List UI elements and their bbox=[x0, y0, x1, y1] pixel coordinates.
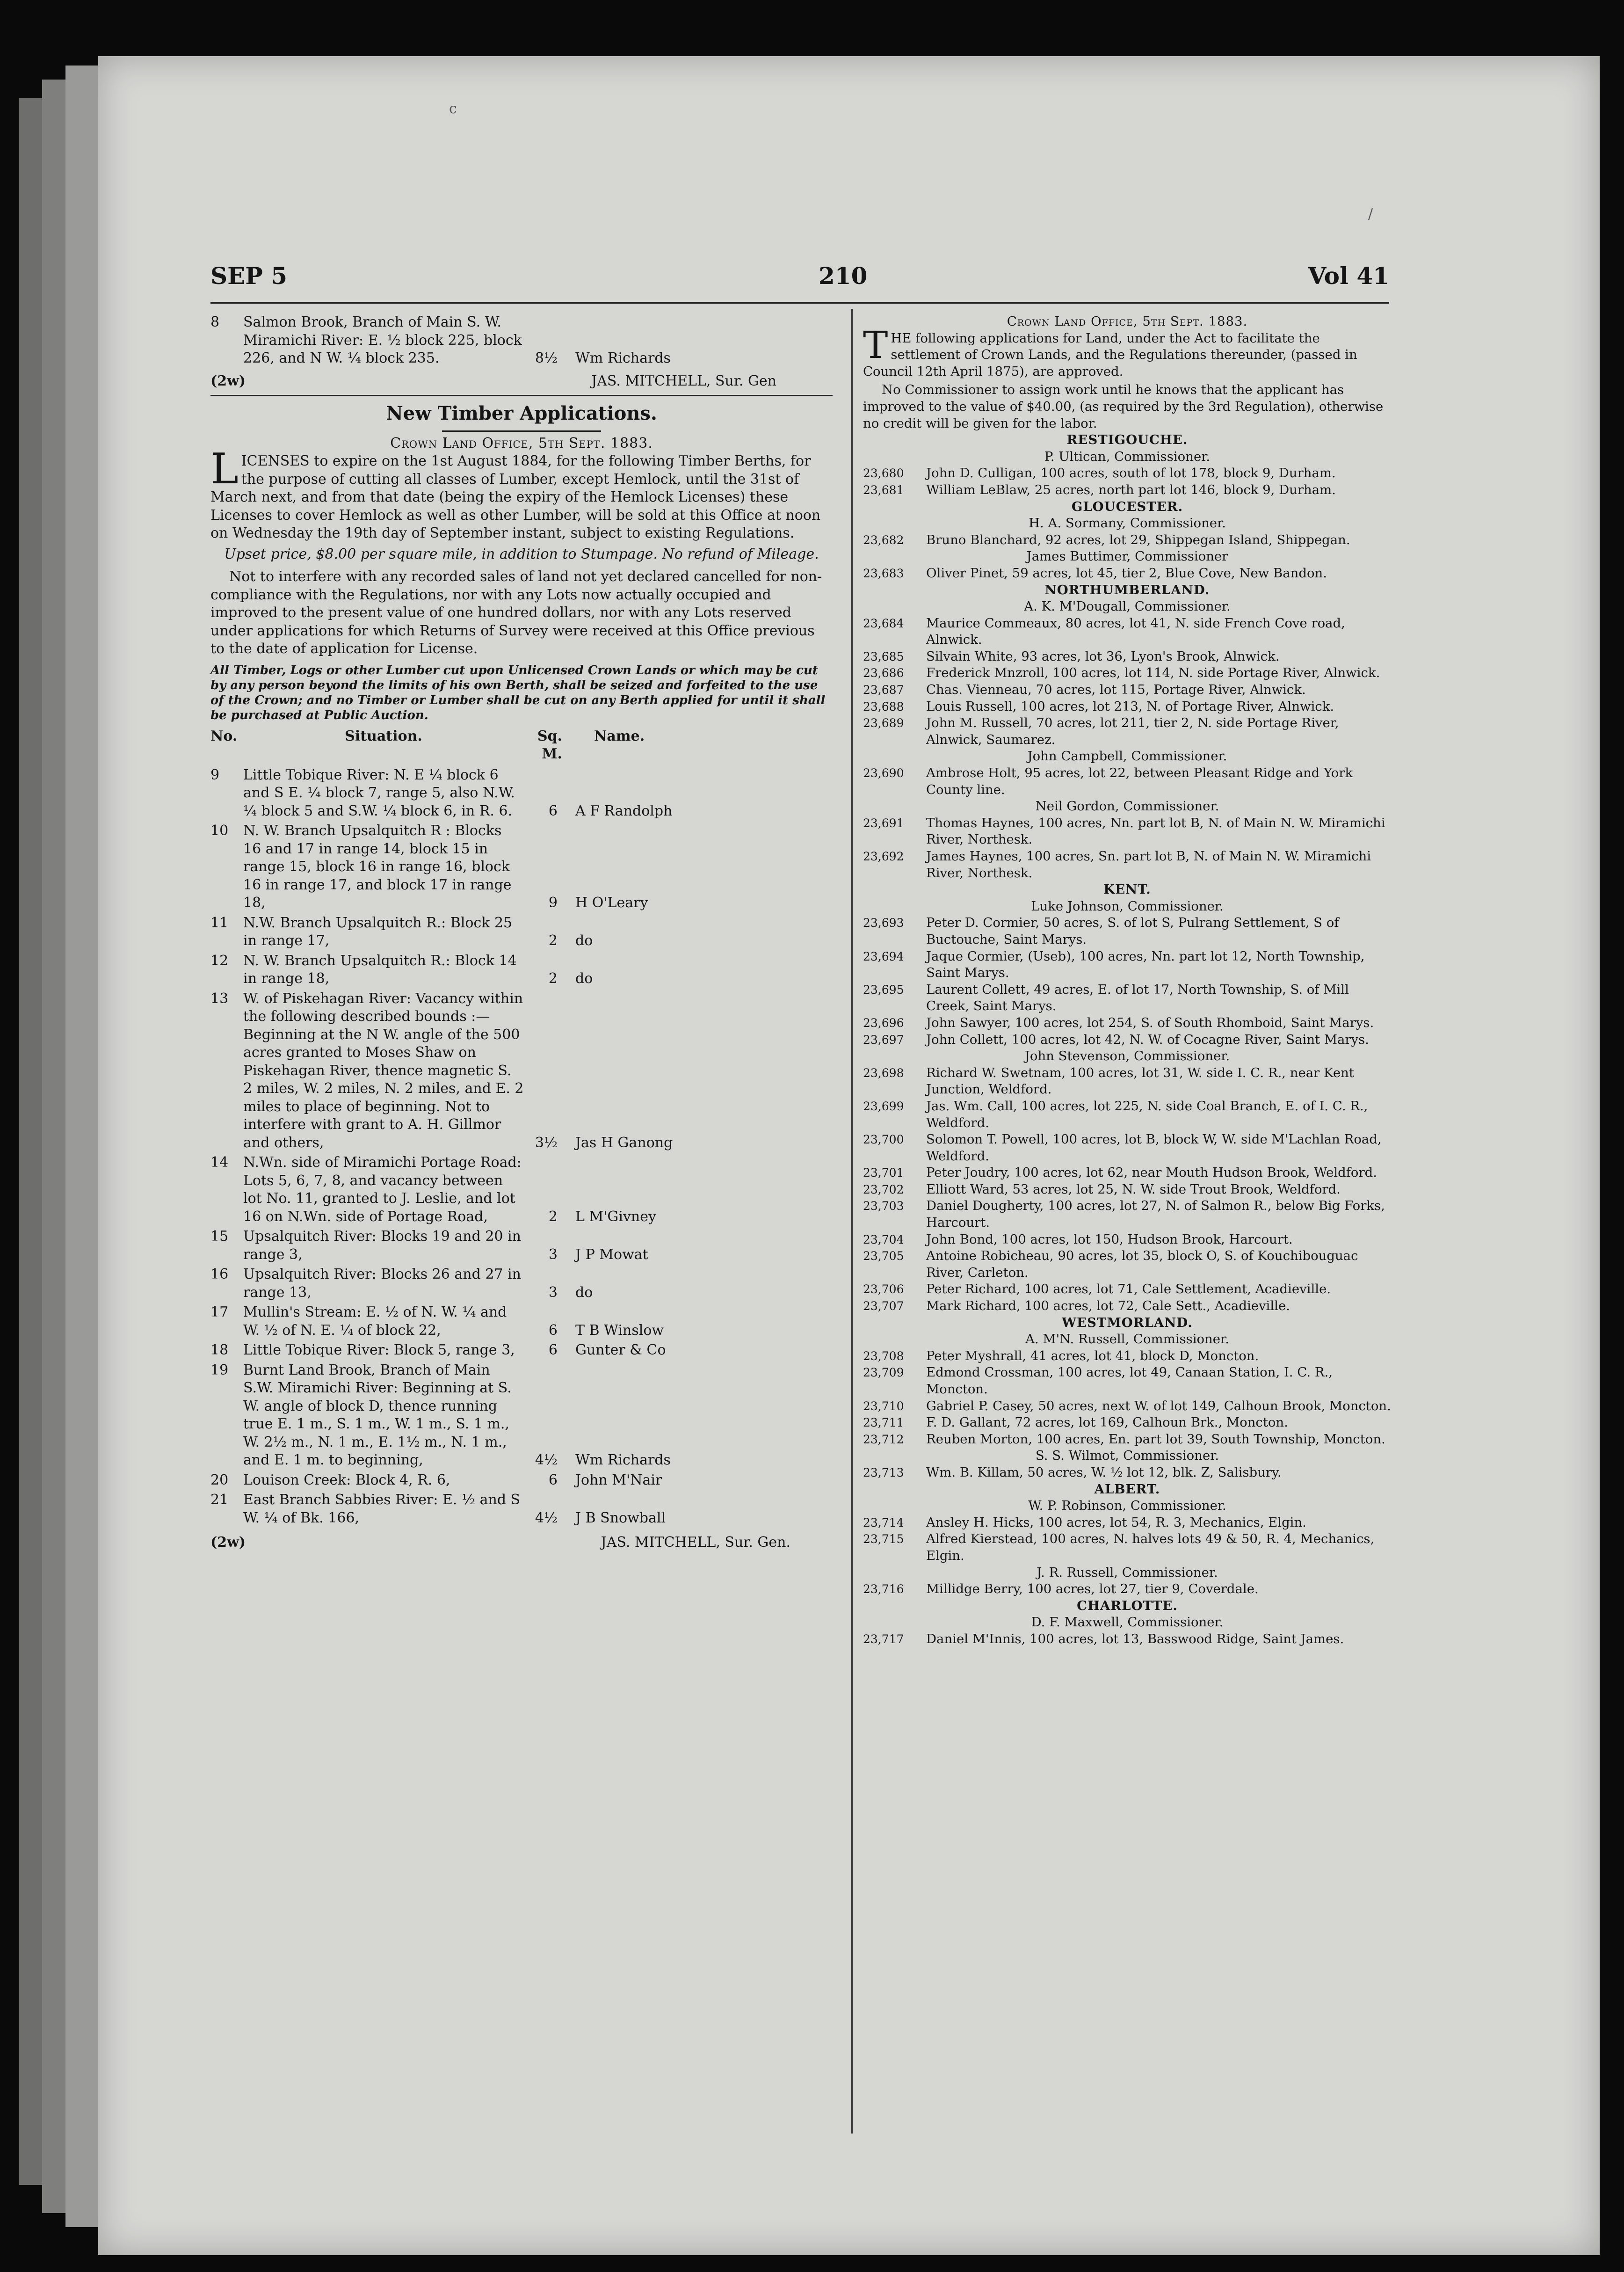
insertion-mark: (2w) bbox=[210, 372, 246, 389]
commissioner-line: P. Ultican, Commissioner. bbox=[1044, 449, 1211, 464]
application-entry bbox=[863, 815, 1392, 848]
application-text: Edmond Crossman, 100 acres, lot 49, Canaan Station, I. C. R., Moncton. bbox=[926, 1365, 1333, 1397]
application-text: Alfred Kierstead, 100 acres, N. halves lots 49 & 50, R. 4, Mechanics, Elgin. bbox=[926, 1531, 1375, 1563]
entry-number: 19 bbox=[210, 1362, 229, 1378]
application-text: John D. Culligan, 100 acres, south of lot 178, block 9, Durham. bbox=[926, 466, 1336, 481]
application-text: Daniel Dougherty, 100 acres, lot 27, N. of Salmon R., below Big Forks, Harcourt. bbox=[926, 1198, 1385, 1231]
entry-situation: N.W. Branch Upsalquitch R.: Block 25 in range 17, bbox=[243, 914, 513, 949]
entry-situation: Upsalquitch River: Blocks 26 and 27 in range 13, bbox=[243, 1266, 521, 1301]
entry-number: 13 bbox=[210, 990, 229, 1007]
entry-number: 16 bbox=[210, 1266, 229, 1282]
pencil-mark: / bbox=[1368, 206, 1373, 222]
county-heading: NORTHUMBERLAND. bbox=[1044, 582, 1210, 597]
entry-sqm: 2 bbox=[548, 1208, 558, 1225]
application-number: 23,694 bbox=[863, 949, 904, 963]
timber-entry bbox=[210, 914, 833, 950]
commissioner-line: Neil Gordon, Commissioner. bbox=[1035, 799, 1219, 814]
application-text: Bruno Blanchard, 92 acres, lot 29, Shippegan Island, Shippegan. bbox=[926, 532, 1350, 547]
application-number: 23,716 bbox=[863, 1582, 904, 1596]
insertion-mark: (2w) bbox=[210, 1534, 246, 1551]
application-entry bbox=[863, 1398, 1392, 1415]
licenses-text: ICENSES to expire on the 1st August 1884, for the following Timber Berths, for the purpose of cutting all classes of Lumber, except Hemlock, until the 31st of March next, and from that date (being the expiry of the Hemlock Licenses) these Licenses to cover Hemlock as well as other Lumber, will be sold at this Office at noon on Wednesday the 19th day of September instant, subject to existing Regulations. bbox=[210, 453, 821, 541]
header-date: SEP 5 bbox=[210, 262, 288, 290]
timber-entry bbox=[210, 1266, 833, 1302]
entry-name: John M'Nair bbox=[575, 1471, 662, 1488]
application-entry bbox=[863, 1181, 1392, 1198]
application-entry bbox=[863, 982, 1392, 1015]
entry-situation: Burnt Land Brook, Branch of Main S.W. Miramichi River: Beginning at S. W. angle of block D, thence running true E. 1 m., S. 1 m., W. 1 m., S. 1 m., W. 2½ m., N. 1 m., E. 1½ m., N. 1 m., and E. 1 m. to beginning, bbox=[243, 1362, 512, 1468]
application-text: John Sawyer, 100 acres, lot 254, S. of South Rhomboid, Saint Marys. bbox=[926, 1015, 1374, 1030]
application-text: Elliott Ward, 53 acres, lot 25, N. W. side Trout Brook, Weldford. bbox=[926, 1181, 1341, 1197]
left-column bbox=[210, 313, 833, 1552]
application-entry bbox=[863, 1364, 1392, 1398]
timber-entry bbox=[210, 1341, 833, 1360]
timber-entry bbox=[210, 766, 833, 821]
volume-label: Vol 41 bbox=[1308, 262, 1389, 290]
application-entry bbox=[863, 682, 1392, 699]
commissioner-line: H. A. Sormany, Commissioner. bbox=[1029, 516, 1226, 531]
entry-number: 12 bbox=[210, 952, 229, 969]
application-text: Silvain White, 93 acres, lot 36, Lyon's Brook, Alnwick. bbox=[926, 648, 1280, 664]
timber-entry bbox=[210, 822, 833, 912]
application-text: Antoine Robicheau, 90 acres, lot 35, block O, S. of Kouchibouguac River, Carleton. bbox=[926, 1248, 1358, 1280]
signature: JAS. MITCHELL, Sur. Gen. bbox=[601, 1534, 790, 1551]
entry-situation: Louison Creek: Block 4, R. 6, bbox=[243, 1471, 450, 1488]
timber-entry bbox=[210, 1491, 833, 1527]
entry-number: 11 bbox=[210, 914, 229, 931]
application-text: Peter Joudry, 100 acres, lot 62, near Mouth Hudson Brook, Weldford. bbox=[926, 1165, 1377, 1180]
entry-situation: Little Tobique River: Block 5, range 3, bbox=[243, 1342, 515, 1358]
application-entry bbox=[863, 1065, 1392, 1098]
application-number: 23,691 bbox=[863, 816, 904, 830]
county-heading: GLOUCESTER. bbox=[1071, 499, 1183, 514]
application-entry bbox=[863, 915, 1392, 948]
application-number: 23,698 bbox=[863, 1066, 904, 1080]
application-entry bbox=[863, 648, 1392, 665]
application-entry bbox=[863, 565, 1392, 582]
application-number: 23,682 bbox=[863, 533, 904, 547]
application-number: 23,707 bbox=[863, 1299, 904, 1313]
application-number: 23,690 bbox=[863, 766, 904, 780]
entry-situation: East Branch Sabbies River: E. ½ and S W. ¼ of Bk. 166, bbox=[243, 1492, 521, 1526]
column-sqm: Sq. M. bbox=[537, 728, 562, 762]
application-text: F. D. Gallant, 72 acres, lot 169, Calhoun Brk., Moncton. bbox=[926, 1415, 1288, 1430]
section-rule bbox=[210, 395, 833, 396]
application-entry bbox=[863, 1464, 1392, 1481]
application-entry bbox=[863, 1248, 1392, 1281]
timber-entry bbox=[210, 952, 833, 988]
application-entry bbox=[863, 1281, 1392, 1298]
right-column bbox=[863, 313, 1392, 1648]
entry-situation: N.Wn. side of Miramichi Portage Road: Lots 5, 6, 7, 8, and vacancy between lot No. 11, granted to J. Leslie, and lot 16 on N.Wn. side of Portage Road, bbox=[243, 1154, 522, 1225]
application-text: Peter Myshrall, 41 acres, lot 41, block D, Moncton. bbox=[926, 1348, 1259, 1363]
entry-name: J B Snowball bbox=[575, 1509, 666, 1526]
timber-entry bbox=[210, 990, 833, 1152]
application-entry bbox=[863, 1231, 1392, 1248]
commissioner-line: J. R. Russell, Commissioner. bbox=[1037, 1565, 1218, 1580]
application-text: John Collett, 100 acres, lot 42, N. W. of Cocagne River, Saint Marys. bbox=[926, 1032, 1369, 1047]
entry-sqm: 2 bbox=[548, 970, 558, 987]
application-number: 23,697 bbox=[863, 1033, 904, 1047]
application-number: 23,713 bbox=[863, 1465, 904, 1479]
application-text: John M. Russell, 70 acres, lot 211, tier 2, N. side Portage River, Alnwick, Saumarez. bbox=[926, 715, 1339, 747]
application-text: Gabriel P. Casey, 50 acres, next W. of lot 149, Calhoun Brook, Moncton. bbox=[926, 1398, 1391, 1413]
entry-name: J P Mowat bbox=[575, 1246, 648, 1263]
entry-name: Wm Richards bbox=[575, 350, 671, 366]
application-entry bbox=[863, 1515, 1392, 1531]
timber-entry bbox=[210, 1154, 833, 1226]
entry-name: do bbox=[575, 1284, 593, 1301]
application-entry bbox=[863, 1098, 1392, 1131]
county-heading: ALBERT. bbox=[1094, 1481, 1160, 1497]
entry-sqm: 9 bbox=[548, 895, 558, 911]
application-text: William LeBlaw, 25 acres, north part lot 146, block 9, Durham. bbox=[926, 482, 1336, 497]
entry-name: do bbox=[575, 932, 593, 949]
header-rule bbox=[210, 302, 1389, 304]
timber-entry bbox=[210, 1228, 833, 1264]
timber-entry bbox=[210, 1362, 833, 1470]
entry-sqm: 3 bbox=[548, 1284, 558, 1301]
application-number: 23,717 bbox=[863, 1632, 904, 1646]
application-text: Louis Russell, 100 acres, lot 213, N. of Portage River, Alnwick. bbox=[926, 699, 1334, 714]
application-entry bbox=[863, 1631, 1392, 1648]
timber-entries bbox=[210, 766, 833, 1528]
application-entry bbox=[863, 699, 1392, 715]
entry-number: 14 bbox=[210, 1154, 229, 1171]
entry-number: 15 bbox=[210, 1228, 229, 1245]
application-entry bbox=[863, 1298, 1392, 1315]
application-entry bbox=[863, 665, 1392, 682]
application-text: Jas. Wm. Call, 100 acres, lot 225, N. side Coal Branch, E. of I. C. R., Weldford. bbox=[926, 1098, 1368, 1130]
application-number: 23,686 bbox=[863, 666, 904, 680]
application-number: 23,708 bbox=[863, 1349, 904, 1363]
application-number: 23,699 bbox=[863, 1099, 904, 1113]
timber-entry bbox=[210, 313, 833, 368]
entry-name: H O'Leary bbox=[575, 895, 648, 911]
entry-situation: Little Tobique River: N. E ¼ block 6 and S E. ¼ block 7, range 5, also N.W. ¼ block 5 and S.W. ¼ block 6, in R. 6. bbox=[243, 766, 515, 819]
column-no: No. bbox=[210, 728, 238, 744]
application-text: Mark Richard, 100 acres, lot 72, Cale Sett., Acadieville. bbox=[926, 1298, 1290, 1314]
commissioner-line: James Buttimer, Commissioner bbox=[1026, 549, 1228, 564]
entry-name: L M'Givney bbox=[575, 1208, 656, 1225]
application-text: Oliver Pinet, 59 acres, lot 45, tier 2, Blue Cove, New Bandon. bbox=[926, 565, 1327, 581]
signature-line bbox=[210, 372, 833, 391]
notice-paragraph: Not to interfere with any recorded sales of land not yet declared cancelled for non-compliance with the Regulations, nor with any Lots now actually occupied and improved to the present value of one hundred dollars, nor with any Lots reserved under applications for which Returns of Survey were received at this Office previous to the date of application for License. bbox=[210, 568, 822, 657]
application-entry bbox=[863, 765, 1392, 798]
application-text: Frederick Mnzroll, 100 acres, lot 114, N. side Portage River, Alnwick. bbox=[926, 665, 1380, 681]
application-number: 23,683 bbox=[863, 566, 904, 580]
application-number: 23,712 bbox=[863, 1432, 904, 1446]
application-number: 23,689 bbox=[863, 716, 904, 730]
commissioner-line: John Stevenson, Commissioner. bbox=[1024, 1049, 1230, 1064]
entry-situation: Mullin's Stream: E. ½ of N. W. ¼ and W. ½ of N. E. ¼ of block 22, bbox=[243, 1304, 507, 1339]
application-number: 23,711 bbox=[863, 1416, 904, 1430]
drop-cap: T bbox=[863, 323, 888, 367]
application-number: 23,687 bbox=[863, 683, 904, 697]
application-entry bbox=[863, 1348, 1392, 1365]
application-number: 23,701 bbox=[863, 1166, 904, 1180]
application-entry bbox=[863, 1431, 1392, 1448]
entry-name: Gunter & Co bbox=[575, 1342, 666, 1358]
application-sections bbox=[863, 432, 1392, 1647]
commissioner-line: A. K. M'Dougall, Commissioner. bbox=[1024, 599, 1231, 614]
commissioner-line: D. F. Maxwell, Commissioner. bbox=[1031, 1615, 1224, 1630]
application-entry bbox=[863, 1015, 1392, 1032]
application-entry bbox=[863, 532, 1392, 549]
application-text: Jaque Cormier, (Useb), 100 acres, Nn. part lot 12, North Township, Saint Marys. bbox=[926, 948, 1365, 981]
application-text: Ansley H. Hicks, 100 acres, lot 54, R. 3, Mechanics, Elgin. bbox=[926, 1515, 1306, 1530]
application-text: Wm. B. Killam, 50 acres, W. ½ lot 12, blk. Z, Salisbury. bbox=[926, 1464, 1282, 1480]
application-entry bbox=[863, 1414, 1392, 1431]
application-number: 23,688 bbox=[863, 699, 904, 714]
application-number: 23,700 bbox=[863, 1133, 904, 1147]
application-text: Peter D. Cormier, 50 acres, S. of lot S, Pulrang Settlement, S of Buctouche, Saint Marys. bbox=[926, 915, 1339, 947]
entry-sqm: 3 bbox=[548, 1246, 558, 1263]
entry-situation: Upsalquitch River: Blocks 19 and 20 in range 3, bbox=[243, 1228, 521, 1263]
entry-sqm: 6 bbox=[548, 1342, 558, 1358]
application-text: Ambrose Holt, 95 acres, lot 22, between Pleasant Ridge and York County line. bbox=[926, 765, 1353, 797]
timber-entry bbox=[210, 1471, 833, 1490]
upset-price: Upset price, $8.00 per square mile, in addition to Stumpage. No refund of Mileage. bbox=[224, 546, 819, 562]
signature: JAS. MITCHELL, Sur. Gen bbox=[591, 372, 776, 389]
entry-number: 17 bbox=[210, 1304, 229, 1320]
entry-sqm: 3½ bbox=[535, 1134, 558, 1151]
application-entry bbox=[863, 1581, 1392, 1598]
intro-paragraph bbox=[863, 323, 1392, 380]
application-number: 23,704 bbox=[863, 1232, 904, 1246]
application-text: Millidge Berry, 100 acres, lot 27, tier 9, Coverdale. bbox=[926, 1581, 1259, 1597]
entry-name: T B Winslow bbox=[575, 1322, 664, 1339]
entry-situation: N. W. Branch Upsalquitch R.: Block 14 in range 18, bbox=[243, 952, 517, 987]
commissioner-line: Luke Johnson, Commissioner. bbox=[1031, 898, 1224, 914]
entry-number: 18 bbox=[210, 1342, 229, 1358]
application-entry bbox=[863, 1198, 1392, 1231]
timber-entry bbox=[210, 1303, 833, 1340]
application-text: Richard W. Swetnam, 100 acres, lot 31, W. side I. C. R., near Kent Junction, Weldford. bbox=[926, 1065, 1354, 1097]
column-name: Name. bbox=[594, 728, 645, 744]
application-entry bbox=[863, 948, 1392, 982]
office-line: Crown Land Office, 5th Sept. 1883. bbox=[390, 435, 653, 451]
commissioner-line: S. S. Wilmot, Commissioner. bbox=[1035, 1448, 1219, 1464]
application-number: 23,705 bbox=[863, 1249, 904, 1263]
heading-rule bbox=[442, 430, 601, 432]
application-entry bbox=[863, 482, 1392, 499]
application-text: Thomas Haynes, 100 acres, Nn. part lot B, N. of Main N. W. Miramichi River, Northesk. bbox=[926, 815, 1385, 847]
application-number: 23,680 bbox=[863, 466, 904, 481]
intro-text: HE following applications for Land, under the Act to facilitate the settlement of Crown Lands, and the Regulations thereunder, (passed in Council 12th April 1875), are approved. bbox=[863, 330, 1357, 379]
application-entry bbox=[863, 1165, 1392, 1181]
entry-sqm: 6 bbox=[548, 1471, 558, 1488]
column-divider bbox=[851, 309, 853, 2134]
application-text: James Haynes, 100 acres, Sn. part lot B, N. of Main N. W. Miramichi River, Northesk. bbox=[926, 849, 1371, 881]
seizure-notice: All Timber, Logs or other Lumber cut upon Unlicensed Crown Lands or which may be cut by any person beyond the limits of his own Berth, shall be seized and forfeited to the use of the Crown; and no Timber or Lumber shall be cut on any Berth applied for until it shall be purchased at Public Auction. bbox=[210, 663, 826, 722]
commissioner-note: No Commissioner to assign work until he knows that the applicant has improved to the value of $40.00, (as required by the 3rd Regulation), otherwise no credit will be given for the labor. bbox=[863, 382, 1384, 431]
entry-sqm: 4½ bbox=[535, 1452, 558, 1468]
application-number: 23,696 bbox=[863, 1016, 904, 1030]
entry-number: 10 bbox=[210, 823, 229, 839]
entry-sqm: 4½ bbox=[535, 1509, 558, 1526]
application-number: 23,685 bbox=[863, 649, 904, 663]
page-number: 210 bbox=[819, 262, 868, 290]
application-text: John Bond, 100 acres, lot 150, Hudson Brook, Harcourt. bbox=[926, 1231, 1293, 1247]
entry-name: Wm Richards bbox=[575, 1452, 671, 1468]
application-text: Peter Richard, 100 acres, lot 71, Cale Settlement, Acadieville. bbox=[926, 1282, 1331, 1297]
application-entry bbox=[863, 1131, 1392, 1165]
entry-situation: Salmon Brook, Branch of Main S. W. Miramichi River: E. ½ block 225, block 226, and N W. ¼ block 235. bbox=[243, 314, 522, 366]
entry-number: 9 bbox=[210, 766, 220, 783]
table-header bbox=[210, 728, 833, 764]
application-text: Solomon T. Powell, 100 acres, lot B, block W, W. side M'Lachlan Road, Weldford. bbox=[926, 1132, 1382, 1164]
application-number: 23,710 bbox=[863, 1399, 904, 1413]
entry-number: 20 bbox=[210, 1471, 229, 1488]
entry-sqm: 8½ bbox=[535, 350, 558, 366]
application-text: Daniel M'Innis, 100 acres, lot 13, Basswood Ridge, Saint James. bbox=[926, 1631, 1344, 1646]
entry-situation: N. W. Branch Upsalquitch R : Blocks 16 and 17 in range 14, block 15 in range 15, block 16 in range 16, block 16 in range 17, and block 17 in range 18, bbox=[243, 823, 512, 911]
application-number: 23,715 bbox=[863, 1532, 904, 1546]
drop-cap: L bbox=[210, 444, 239, 494]
entry-name: do bbox=[575, 970, 593, 987]
application-text: Chas. Vienneau, 70 acres, lot 115, Portage River, Alnwick. bbox=[926, 682, 1306, 698]
entry-situation: W. of Piskehagan River: Vacancy within the following described bounds :—Beginning at the N W. angle of the 500 acres granted to Moses Shaw on Piskehagan River, thence magnetic S. 2 miles, W. 2 miles, N. 2 miles, and E. 2 miles to place of beginning. Not to interfere with grant to A. H. Gillmor and others, bbox=[243, 990, 524, 1151]
entry-sqm: 2 bbox=[548, 932, 558, 949]
application-number: 23,693 bbox=[863, 916, 904, 930]
application-entry bbox=[863, 1032, 1392, 1049]
entry-number: 21 bbox=[210, 1492, 229, 1508]
commissioner-line: W. P. Robinson, Commissioner. bbox=[1028, 1498, 1226, 1514]
county-heading: KENT. bbox=[1103, 882, 1151, 897]
entry-number: 8 bbox=[210, 314, 220, 330]
licenses-paragraph bbox=[210, 444, 833, 543]
application-number: 23,695 bbox=[863, 983, 904, 997]
application-entry bbox=[863, 848, 1392, 881]
office-line: Crown Land Office, 5th Sept. 1883. bbox=[1007, 314, 1248, 329]
commissioner-line: John Campbell, Commissioner. bbox=[1027, 749, 1227, 764]
application-number: 23,684 bbox=[863, 616, 904, 630]
application-text: Laurent Collett, 49 acres, E. of lot 17, North Township, S. of Mill Creek, Saint Marys. bbox=[926, 982, 1349, 1014]
county-heading: CHARLOTTE. bbox=[1077, 1598, 1178, 1613]
pencil-mark: c bbox=[449, 101, 457, 117]
application-entry bbox=[863, 615, 1392, 648]
entry-name: Jas H Ganong bbox=[575, 1134, 673, 1151]
county-heading: RESTIGOUCHE. bbox=[1066, 432, 1188, 448]
application-number: 23,709 bbox=[863, 1366, 904, 1380]
application-number: 23,706 bbox=[863, 1282, 904, 1296]
entry-sqm: 6 bbox=[548, 1322, 558, 1339]
application-number: 23,703 bbox=[863, 1199, 904, 1213]
application-number: 23,692 bbox=[863, 850, 904, 863]
application-text: Reuben Morton, 100 acres, En. part lot 39, South Township, Moncton. bbox=[926, 1431, 1385, 1447]
application-number: 23,702 bbox=[863, 1182, 904, 1196]
section-heading: New Timber Applications. bbox=[386, 402, 657, 424]
county-heading: WESTMORLAND. bbox=[1062, 1315, 1193, 1330]
commissioner-line: A. M'N. Russell, Commissioner. bbox=[1025, 1332, 1229, 1347]
application-entry bbox=[863, 465, 1392, 482]
signature-line bbox=[210, 1534, 833, 1552]
application-number: 23,681 bbox=[863, 483, 904, 497]
application-text: Maurice Commeaux, 80 acres, lot 41, N. side French Cove road, Alnwick. bbox=[926, 615, 1345, 648]
application-entry bbox=[863, 1531, 1392, 1564]
page-header bbox=[210, 262, 1389, 304]
column-situation: Situation. bbox=[345, 728, 422, 744]
application-number: 23,714 bbox=[863, 1515, 904, 1529]
entry-sqm: 6 bbox=[548, 802, 558, 819]
entry-name: A F Randolph bbox=[575, 802, 673, 819]
application-entry bbox=[863, 715, 1392, 748]
